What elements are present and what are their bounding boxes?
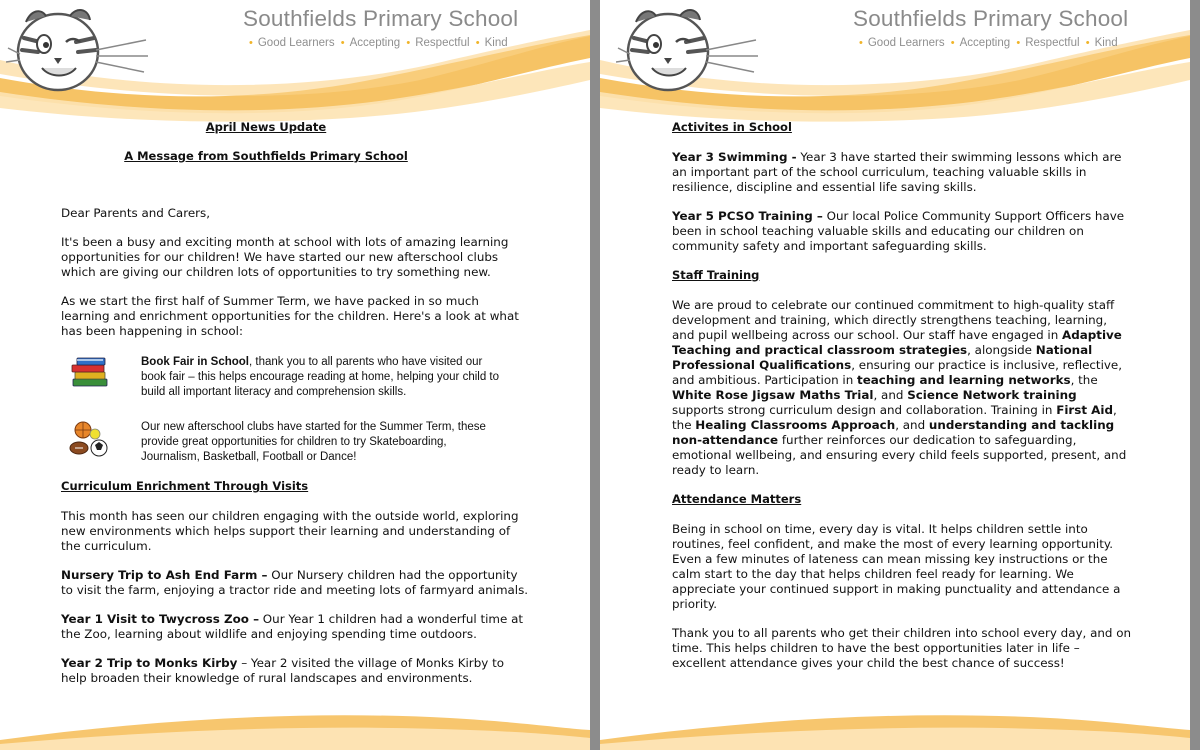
- motto-bullet-icon: •: [406, 37, 411, 49]
- year5-pcso-bold: Year 5 PCSO Training –: [672, 209, 823, 223]
- motto-bullet-icon: •: [1016, 37, 1021, 49]
- book-fair-text: [141, 355, 501, 400]
- school-motto: [246, 37, 508, 49]
- motto-bullet-icon: •: [950, 37, 955, 49]
- newsletter-title: April News Update: [205, 120, 327, 134]
- afterschool-clubs-item: [61, 420, 531, 465]
- activities-heading: Activites in School: [672, 120, 792, 134]
- year3-swimming-bold: Year 3 Swimming -: [672, 150, 797, 164]
- intro-paragraph: It's been a busy and exciting month at school with lots of amazing learning opportunities for our children! We have started our new afterschool clubs which are giving our children lots of opportunities to try something new.: [61, 235, 509, 279]
- nursery-trip-text: Our Nursery children had the opportunity to visit the farm, enjoying a tractor ride and meeting lots of farmyard animals.: [61, 568, 529, 597]
- motto-word: Kind: [484, 37, 508, 49]
- enrichment-intro: This month has seen our children engaging with the outside world, exploring new environments which helps support their learning and understanding of the curriculum.: [61, 509, 519, 553]
- motto-word: Respectful: [1025, 37, 1080, 49]
- attendance-heading: Attendance Matters: [672, 492, 802, 506]
- staff-text: supports strong curriculum design and collaboration. Training in: [672, 403, 1057, 417]
- staff-bold: White Rose Jigsaw Maths Trial: [672, 388, 874, 402]
- staff-text: , and: [873, 388, 908, 402]
- motto-word: Kind: [1094, 37, 1118, 49]
- motto-word: Accepting: [349, 37, 401, 49]
- staff-bold: National Professional Qualifications: [672, 343, 1093, 372]
- afterschool-clubs-text: Our new afterschool clubs have started for the Summer Term, these provide great opportunities for children to try Skateboarding, Journalism, Basketball, Football or Dance!: [141, 421, 486, 463]
- document-page-left: [0, 0, 590, 750]
- book-fair-bold: Book Fair in School: [141, 356, 249, 368]
- year2-trip-bold: Year 2 Trip to Monks Kirby: [61, 656, 238, 670]
- motto-bullet-icon: •: [859, 37, 863, 49]
- motto-word: Accepting: [959, 37, 1011, 49]
- book-fair-body: , thank you to all parents who have visited our book fair – this helps encourage reading at home, helping your child to build all important literacy and comprehension skills.: [141, 356, 500, 398]
- staff-bold: First Aid: [1056, 403, 1113, 417]
- staff-training-heading: Staff Training: [672, 268, 760, 282]
- year5-pcso-paragraph: [672, 209, 1132, 254]
- right-page-content: [672, 120, 1132, 685]
- footer-swoosh-decoration: [600, 700, 1190, 750]
- motto-word: Good Learners: [867, 37, 945, 49]
- school-motto: [856, 37, 1118, 49]
- staff-bold: Adaptive Teaching and practical classroom strategies: [672, 328, 1122, 357]
- year3-swimming-paragraph: [672, 150, 1132, 195]
- greeting: Dear Parents and Carers,: [61, 206, 211, 220]
- staff-training-paragraph: [672, 298, 1132, 478]
- staff-bold: Healing Classrooms Approach: [695, 418, 896, 432]
- tiger-mascot-logo: [616, 2, 762, 98]
- nursery-trip-bold: Nursery Trip to Ash End Farm –: [61, 568, 268, 582]
- thanks-paragraph: Thank you to all parents who get their children into school every day, and on time. This helps children to have the best opportunities later in life – excellent attendance gives your child the best chance of success!: [672, 626, 1132, 670]
- book-fair-item: [61, 355, 531, 400]
- year1-visit-text: Our Year 1 children had a wonderful time at the Zoo, learning about wildlife and enjoying spending time outdoors.: [61, 612, 524, 641]
- motto-word: Respectful: [415, 37, 470, 49]
- tiger-mascot-logo: [6, 2, 152, 98]
- staff-bold: teaching and learning networks: [857, 373, 1071, 387]
- staff-text: further reinforces our dedication to safeguarding, emotional wellbeing, and ensuring every child feels supported, present, and ready to learn.: [672, 433, 1127, 477]
- nursery-trip-paragraph: [61, 568, 531, 598]
- school-name: Southfields Primary School: [853, 6, 1129, 31]
- year1-visit-bold: Year 1 Visit to Twycross Zoo –: [61, 612, 260, 626]
- enrichment-heading: Curriculum Enrichment Through Visits: [61, 479, 309, 493]
- motto-bullet-icon: •: [249, 37, 253, 49]
- newsletter-subtitle: A Message from Southfields Primary School: [124, 149, 408, 163]
- school-name: Southfields Primary School: [243, 6, 519, 31]
- summer-term-paragraph: As we start the first half of Summer Term, we have packed in so much learning and enrichment opportunities for the children. Here's a look at what has been happening in school:: [61, 294, 519, 338]
- motto-bullet-icon: •: [475, 37, 480, 49]
- year2-trip-paragraph: [61, 656, 531, 686]
- sports-balls-icon: [61, 420, 141, 460]
- year1-visit-paragraph: [61, 612, 531, 642]
- year5-pcso-text: Our local Police Community Support Officers have been in school teaching valuable skills and educating our children on community safety and important safeguarding skills.: [672, 209, 1125, 253]
- year2-trip-text: – Year 2 visited the village of Monks Kirby to help broaden their knowledge of rural landscapes and environments.: [61, 656, 505, 685]
- motto-bullet-icon: •: [340, 37, 345, 49]
- attendance-paragraph: Being in school on time, every day is vital. It helps children settle into routines, feel confident, and make the most of every learning opportunity. Even a few minutes of lateness can mean missing key instructions or the calm start to the day that helps children feel ready for learning. We appreciate your continued support in making punctuality and attendance a priority.: [672, 522, 1121, 611]
- year3-swimming-text: Year 3 have started their swimming lessons which are an important part of the school curriculum, teaching valuable skills in resilience, discipline and essential life saving skills.: [672, 150, 1122, 194]
- staff-text: , alongside: [967, 343, 1036, 357]
- staff-bold: Science Network training: [907, 388, 1077, 402]
- staff-text: We are proud to celebrate our continued commitment to high-quality staff development and training, which directly strengthens teaching, learning, and pupil wellbeing across our school. Our staff have engaged in: [672, 298, 1115, 342]
- staff-text: , the: [672, 403, 1117, 432]
- footer-swoosh-decoration: [0, 700, 590, 750]
- document-page-right: [600, 0, 1190, 750]
- staff-bold: understanding and tackling non-attendance: [672, 418, 1115, 447]
- staff-text: , and: [895, 418, 929, 432]
- motto-bullet-icon: •: [1085, 37, 1090, 49]
- books-icon: [61, 355, 141, 389]
- staff-text: , ensuring our practice is inclusive, reflective, and ambitious. Participation in: [672, 358, 1123, 387]
- staff-text: , the: [1070, 373, 1098, 387]
- left-page-content: [61, 120, 531, 700]
- motto-word: Good Learners: [257, 37, 335, 49]
